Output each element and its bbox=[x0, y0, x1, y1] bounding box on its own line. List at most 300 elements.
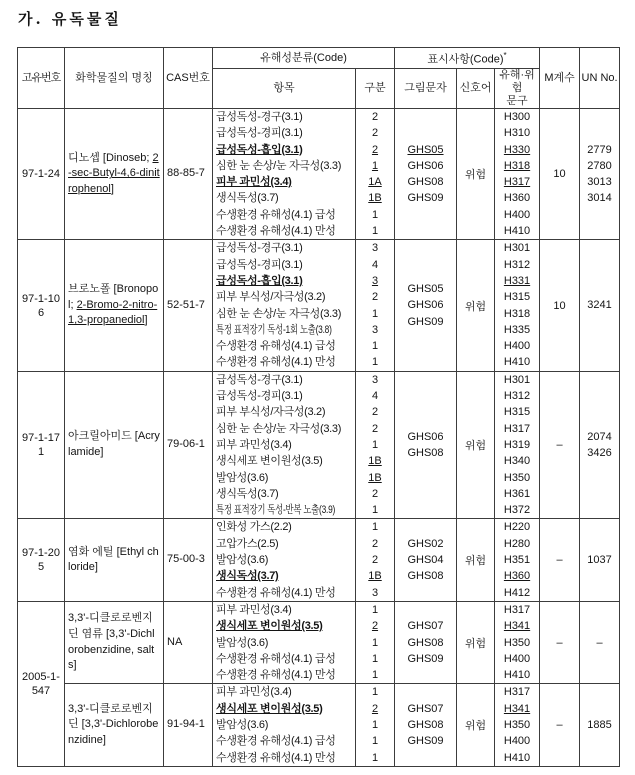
hazard-item bbox=[216, 240, 355, 256]
hazard-item bbox=[216, 552, 355, 568]
category-value bbox=[356, 635, 394, 651]
header-un: UN No. bbox=[580, 48, 620, 109]
hazard-statement-text: H350 bbox=[503, 718, 531, 731]
pictogram-text: GHS08 bbox=[407, 176, 444, 189]
hazard-item-text: 피부 과민성(3.4) bbox=[216, 686, 292, 699]
pictogram-text: GHS08 bbox=[407, 570, 444, 583]
category-value bbox=[356, 207, 394, 223]
pictogram-code bbox=[395, 314, 456, 330]
substance-name bbox=[65, 684, 164, 766]
pictogram-code bbox=[395, 297, 456, 313]
hazard-item-text: 피부 부식성/자극성(3.2) bbox=[216, 406, 326, 419]
hazard-statement-text: H350 bbox=[503, 636, 531, 649]
hazard-statement-text: H318 bbox=[503, 307, 531, 320]
category-text: 1 bbox=[371, 686, 379, 699]
header-statement-line1: 유해·위험 bbox=[499, 69, 535, 94]
hazard-item-text: 특정 표적장기 독성-반복 노출(3.9) bbox=[216, 504, 336, 517]
header-category: 구분 bbox=[356, 69, 395, 109]
category-text: 2 bbox=[371, 291, 379, 304]
category-value bbox=[356, 240, 394, 256]
hazard-statement bbox=[495, 453, 539, 469]
category-text: 1 bbox=[371, 636, 379, 649]
hazard-statement bbox=[495, 306, 539, 322]
hazard-item bbox=[216, 684, 355, 700]
hazard-statement-text: H400 bbox=[503, 735, 531, 748]
pictogram-text: GHS06 bbox=[407, 159, 444, 172]
hazard-statement bbox=[495, 470, 539, 486]
hazard-item bbox=[216, 207, 355, 223]
pictogram-text: GHS02 bbox=[407, 537, 444, 550]
m-factor: – bbox=[540, 684, 580, 766]
hazard-statement bbox=[495, 667, 539, 683]
category-value bbox=[356, 552, 394, 568]
hazard-item-text: 수생환경 유해성(4.1) 만성 bbox=[216, 751, 336, 764]
header-statement bbox=[495, 69, 540, 109]
category-list bbox=[356, 109, 395, 240]
hazard-item bbox=[216, 190, 355, 206]
hazard-item bbox=[216, 158, 355, 174]
hazard-item bbox=[216, 502, 355, 518]
hazard-item bbox=[216, 651, 355, 667]
pictogram-code bbox=[395, 190, 456, 206]
hazard-item-list bbox=[213, 240, 356, 371]
hazard-item-text: 특정 표적장기 독성-1회 노출(3.8) bbox=[216, 323, 332, 336]
un-number: 1037 bbox=[587, 554, 612, 567]
substance-id: 97-1-24 bbox=[18, 109, 65, 240]
category-value bbox=[356, 338, 394, 354]
category-value bbox=[356, 404, 394, 420]
pictogram-text: GHS09 bbox=[407, 652, 444, 665]
header-cas: CAS번호 bbox=[164, 48, 213, 109]
hazard-statement-text: H312 bbox=[503, 390, 531, 403]
hazard-statement-text: H400 bbox=[503, 652, 531, 665]
category-list bbox=[356, 371, 395, 519]
hazard-item bbox=[216, 388, 355, 404]
hazard-statement-text: H319 bbox=[503, 438, 531, 451]
hazard-item-text: 급성독성-흡입(3.1) bbox=[216, 143, 303, 156]
header-m-factor: M계수 bbox=[540, 48, 580, 109]
hazard-statement bbox=[495, 437, 539, 453]
cas-number: 88-85-7 bbox=[164, 109, 213, 240]
header-statement-line2: 문구 bbox=[506, 95, 528, 107]
category-text: 2 bbox=[371, 620, 379, 633]
hazard-statement bbox=[495, 372, 539, 388]
category-value bbox=[356, 585, 394, 601]
un-number: 2074 bbox=[587, 430, 612, 443]
hazard-statement-text: H410 bbox=[503, 356, 531, 369]
hazard-statement bbox=[495, 338, 539, 354]
category-text: 1 bbox=[371, 735, 379, 748]
category-value bbox=[356, 257, 394, 273]
category-text: 3 bbox=[371, 323, 379, 336]
hazard-item-text: 급성독성-경피(3.1) bbox=[216, 390, 303, 403]
signal-word: 위험 bbox=[457, 601, 495, 683]
hazard-statement-text: H301 bbox=[503, 242, 531, 255]
category-value bbox=[356, 437, 394, 453]
hazard-statement-text: H312 bbox=[503, 258, 531, 271]
hazard-statement-text: H315 bbox=[503, 406, 531, 419]
hazard-statement-list bbox=[495, 519, 540, 601]
category-text: 3 bbox=[371, 274, 379, 287]
header-pictogram: 그림문자 bbox=[395, 69, 457, 109]
hazard-statement-text: H341 bbox=[503, 702, 531, 715]
hazard-statement bbox=[495, 701, 539, 717]
hazard-item bbox=[216, 701, 355, 717]
footnote-mark: * bbox=[503, 51, 507, 61]
un-number: – bbox=[596, 636, 603, 649]
hazard-statement-text: H410 bbox=[503, 225, 531, 238]
pictogram-text: GHS05 bbox=[407, 283, 444, 296]
substance-row bbox=[18, 684, 620, 766]
category-value bbox=[356, 322, 394, 338]
hazard-item bbox=[216, 257, 355, 273]
header-labeling-text: 표시사항(Code) bbox=[427, 53, 504, 66]
hazard-statement-text: H318 bbox=[503, 159, 531, 172]
pictogram-code bbox=[395, 281, 456, 297]
substance-row bbox=[18, 601, 620, 683]
pictogram-code bbox=[395, 733, 456, 749]
category-value bbox=[356, 142, 394, 158]
pictogram-text: GHS09 bbox=[407, 315, 444, 328]
pictogram-code bbox=[395, 717, 456, 733]
category-text: 2 bbox=[371, 487, 379, 500]
un-number: 2780 bbox=[587, 159, 612, 172]
hazard-statement bbox=[495, 750, 539, 766]
hazard-item-text: 생식독성(3.7) bbox=[216, 487, 279, 500]
hazard-statement-text: H315 bbox=[503, 291, 531, 304]
hazard-statement bbox=[495, 502, 539, 518]
category-text: 2 bbox=[371, 406, 379, 419]
hazard-statement-text: H341 bbox=[503, 620, 531, 633]
hazard-statement-text: H412 bbox=[503, 586, 531, 599]
category-value bbox=[356, 470, 394, 486]
hazard-statement-text: H351 bbox=[503, 554, 531, 567]
pictogram-code bbox=[395, 158, 456, 174]
substance-row bbox=[18, 109, 620, 240]
hazard-statement bbox=[495, 207, 539, 223]
header-hazard-class: 유해성분류(Code) bbox=[213, 48, 395, 69]
un-number-list bbox=[580, 519, 620, 601]
category-text: 2 bbox=[371, 127, 379, 140]
hazard-statement-list bbox=[495, 109, 540, 240]
hazard-item bbox=[216, 322, 355, 338]
category-value bbox=[356, 684, 394, 700]
substance-id: 97-1-205 bbox=[18, 519, 65, 601]
category-value bbox=[356, 273, 394, 289]
hazard-statement bbox=[495, 568, 539, 584]
pictogram-code bbox=[395, 536, 456, 552]
category-text: 2 bbox=[371, 422, 379, 435]
un-number-list bbox=[580, 109, 620, 240]
substance-row bbox=[18, 240, 620, 371]
substance-row bbox=[18, 371, 620, 519]
category-value bbox=[356, 750, 394, 766]
cas-number: 91-94-1 bbox=[164, 684, 213, 766]
substance-name-text: ] bbox=[110, 182, 114, 195]
category-value bbox=[356, 486, 394, 502]
substance-name-text: 브로노폴 [Bronopol; bbox=[68, 283, 159, 311]
hazard-item bbox=[216, 717, 355, 733]
hazard-statement bbox=[495, 618, 539, 634]
hazard-item bbox=[216, 733, 355, 749]
hazard-item-text: 피부 과민성(3.4) bbox=[216, 603, 292, 616]
category-value bbox=[356, 701, 394, 717]
hazard-item-list bbox=[213, 109, 356, 240]
substance-id: 97-1-171 bbox=[18, 371, 65, 519]
un-number: 2779 bbox=[587, 143, 612, 156]
hazard-statement-text: H400 bbox=[503, 340, 531, 353]
hazard-statement-text: H317 bbox=[503, 686, 531, 699]
m-factor: – bbox=[540, 601, 580, 683]
hazard-item-text: 인화성 가스(2.2) bbox=[216, 521, 292, 534]
category-value bbox=[356, 289, 394, 305]
hazard-item-text: 생식독성(3.7) bbox=[216, 570, 279, 583]
pictogram-text: GHS04 bbox=[407, 554, 444, 567]
hazard-statement bbox=[495, 289, 539, 305]
signal-word: 위험 bbox=[457, 684, 495, 766]
pictogram-code bbox=[395, 552, 456, 568]
un-number: 3241 bbox=[587, 299, 612, 312]
hazard-item bbox=[216, 602, 355, 618]
un-number-list bbox=[580, 240, 620, 371]
hazard-item-text: 생식독성(3.7) bbox=[216, 192, 279, 205]
hazard-statement-text: H361 bbox=[503, 487, 531, 500]
hazard-item-text: 피부 과민성(3.4) bbox=[216, 176, 292, 189]
category-text: 1 bbox=[371, 438, 379, 451]
category-text: 1 bbox=[371, 603, 379, 616]
substance-name bbox=[65, 371, 164, 519]
hazard-item bbox=[216, 750, 355, 766]
hazard-item-text: 심한 눈 손상/눈 자극성(3.3) bbox=[216, 422, 342, 435]
hazard-item bbox=[216, 404, 355, 420]
category-text: 1A bbox=[368, 176, 382, 189]
pictogram-text: GHS08 bbox=[407, 718, 444, 731]
hazard-item-text: 급성독성-경피(3.1) bbox=[216, 258, 303, 271]
hazard-item bbox=[216, 372, 355, 388]
pictogram-text: GHS09 bbox=[407, 735, 444, 748]
un-number: 3014 bbox=[587, 192, 612, 205]
category-text: 3 bbox=[371, 373, 379, 386]
pictogram-code bbox=[395, 618, 456, 634]
category-value bbox=[356, 158, 394, 174]
substance-name bbox=[65, 109, 164, 240]
substance-row bbox=[18, 519, 620, 601]
hazard-statement bbox=[495, 257, 539, 273]
pictogram-list bbox=[395, 240, 457, 371]
hazard-item bbox=[216, 437, 355, 453]
substance-name-text: ] bbox=[144, 314, 148, 327]
hazard-statement-text: H340 bbox=[503, 455, 531, 468]
hazard-item bbox=[216, 306, 355, 322]
hazard-statement bbox=[495, 125, 539, 141]
hazard-item-text: 수생환경 유해성(4.1) 만성 bbox=[216, 356, 336, 369]
hazard-item bbox=[216, 519, 355, 535]
hazard-statement bbox=[495, 223, 539, 239]
hazard-statement-text: H410 bbox=[503, 669, 531, 682]
pictogram-text: GHS07 bbox=[407, 702, 444, 715]
category-value bbox=[356, 372, 394, 388]
category-value bbox=[356, 354, 394, 370]
hazard-item-list bbox=[213, 601, 356, 683]
category-text: 3 bbox=[371, 242, 379, 255]
hazard-statement-text: H317 bbox=[503, 603, 531, 616]
hazard-statement-text: H360 bbox=[503, 192, 531, 205]
hazard-statement-text: H410 bbox=[503, 751, 531, 764]
un-number-list bbox=[580, 601, 620, 683]
category-text: 1B bbox=[368, 570, 382, 583]
category-value bbox=[356, 717, 394, 733]
pictogram-text: GHS06 bbox=[407, 299, 444, 312]
hazard-item-text: 생식세포 변이원성(3.5) bbox=[216, 702, 323, 715]
hazard-statement bbox=[495, 585, 539, 601]
hazard-statement bbox=[495, 602, 539, 618]
category-value bbox=[356, 306, 394, 322]
category-value bbox=[356, 651, 394, 667]
pictogram-list bbox=[395, 601, 457, 683]
hazard-statement bbox=[495, 158, 539, 174]
un-number-list bbox=[580, 371, 620, 519]
hazard-statement-text: H301 bbox=[503, 373, 531, 386]
hazard-item-text: 급성독성-경구(3.1) bbox=[216, 373, 303, 386]
hazard-statement-text: H372 bbox=[503, 504, 531, 517]
un-number: 3426 bbox=[587, 447, 612, 460]
category-list bbox=[356, 601, 395, 683]
hazard-item bbox=[216, 568, 355, 584]
pictogram-code bbox=[395, 635, 456, 651]
hazard-statement bbox=[495, 190, 539, 206]
hazard-item-text: 수생환경 유해성(4.1) 만성 bbox=[216, 586, 336, 599]
hazard-item-text: 수생환경 유해성(4.1) 급성 bbox=[216, 735, 336, 748]
hazard-item-text: 수생환경 유해성(4.1) 만성 bbox=[216, 669, 336, 682]
pictogram-code bbox=[395, 568, 456, 584]
pictogram-list bbox=[395, 519, 457, 601]
substance-name bbox=[65, 601, 164, 683]
category-text: 1 bbox=[371, 159, 379, 172]
hazard-statement bbox=[495, 552, 539, 568]
category-value bbox=[356, 519, 394, 535]
pictogram-code bbox=[395, 651, 456, 667]
category-text: 2 bbox=[371, 111, 379, 123]
hazard-statement-list bbox=[495, 684, 540, 766]
hazard-statement-text: H330 bbox=[503, 143, 531, 156]
hazard-item bbox=[216, 354, 355, 370]
hazard-item bbox=[216, 338, 355, 354]
hazard-item-text: 심한 눈 손상/눈 자극성(3.3) bbox=[216, 307, 342, 320]
category-value bbox=[356, 733, 394, 749]
header-name: 화학물질의 명칭 bbox=[65, 48, 164, 109]
pictogram-list bbox=[395, 684, 457, 766]
hazard-item bbox=[216, 667, 355, 683]
pictogram-code bbox=[395, 445, 456, 461]
un-number: 1885 bbox=[587, 718, 612, 731]
hazard-item-list bbox=[213, 519, 356, 601]
pictogram-text: GHS07 bbox=[407, 620, 444, 633]
substance-name-underlined: 2-Bromo-2-nitro-1,3-propanediol bbox=[68, 298, 158, 327]
category-value bbox=[356, 568, 394, 584]
hazard-statement-text: H400 bbox=[503, 208, 531, 221]
hazard-statement bbox=[495, 109, 539, 125]
category-text: 2 bbox=[371, 554, 379, 567]
table-body bbox=[18, 109, 620, 767]
hazard-item-list bbox=[213, 371, 356, 519]
category-value bbox=[356, 502, 394, 518]
category-text: 1 bbox=[371, 718, 379, 731]
substances-table bbox=[17, 47, 620, 767]
category-value bbox=[356, 109, 394, 125]
hazard-statement-text: H331 bbox=[503, 274, 531, 287]
hazard-statement-text: H360 bbox=[503, 570, 531, 583]
hazard-item-text: 수생환경 유해성(4.1) 급성 bbox=[216, 652, 336, 665]
pictogram-code bbox=[395, 142, 456, 158]
pictogram-list bbox=[395, 109, 457, 240]
category-list bbox=[356, 684, 395, 766]
category-value bbox=[356, 453, 394, 469]
pictogram-code bbox=[395, 174, 456, 190]
m-factor: 10 bbox=[540, 109, 580, 240]
hazard-statement bbox=[495, 388, 539, 404]
substance-id: 2005-1-547 bbox=[18, 601, 65, 766]
substance-name-text: 염화 에틸 [Ethyl chloride] bbox=[68, 545, 159, 574]
hazard-item bbox=[216, 223, 355, 239]
pictogram-text: GHS09 bbox=[407, 192, 444, 205]
pictogram-list bbox=[395, 371, 457, 519]
category-text: 1 bbox=[371, 307, 379, 320]
hazard-statement-text: H280 bbox=[503, 537, 531, 550]
m-factor: – bbox=[540, 371, 580, 519]
substance-name-text: 디노셉 [Dinoseb; bbox=[68, 151, 153, 164]
hazard-statement bbox=[495, 404, 539, 420]
header-item: 항목 bbox=[213, 69, 356, 109]
category-list bbox=[356, 240, 395, 371]
hazard-statement-text: H350 bbox=[503, 471, 531, 484]
hazard-statement-text: H317 bbox=[503, 422, 531, 435]
hazard-item-text: 급성독성-흡입(3.1) bbox=[216, 274, 303, 287]
hazard-item-text: 생식세포 변이원성(3.5) bbox=[216, 455, 323, 468]
hazard-statement-text: H335 bbox=[503, 323, 531, 336]
hazard-statement-list bbox=[495, 371, 540, 519]
hazard-item bbox=[216, 585, 355, 601]
hazard-item bbox=[216, 618, 355, 634]
header-signal: 신호어 bbox=[457, 69, 495, 109]
table-header bbox=[18, 48, 620, 109]
hazard-item bbox=[216, 486, 355, 502]
substance-name-underlined: 2-sec-Butyl-4,6-dinitrophenol bbox=[68, 151, 160, 195]
category-text: 1 bbox=[371, 208, 379, 221]
hazard-statement bbox=[495, 421, 539, 437]
un-number: 3013 bbox=[587, 176, 612, 189]
hazard-item-text: 심한 눈 손상/눈 자극성(3.3) bbox=[216, 159, 342, 172]
hazard-item bbox=[216, 142, 355, 158]
hazard-item bbox=[216, 289, 355, 305]
pictogram-text: GHS05 bbox=[407, 143, 444, 156]
category-value bbox=[356, 388, 394, 404]
hazard-item-text: 피부 과민성(3.4) bbox=[216, 438, 292, 451]
category-text: 1B bbox=[368, 455, 382, 468]
m-factor: 10 bbox=[540, 240, 580, 371]
hazard-item-text: 발암성(3.6) bbox=[216, 554, 269, 567]
category-text: 1 bbox=[371, 521, 379, 534]
category-text: 1 bbox=[371, 356, 379, 369]
substance-name-text: 아크릴아미드 [Acrylamide] bbox=[68, 430, 160, 459]
hazard-item bbox=[216, 635, 355, 651]
category-text: 1 bbox=[371, 669, 379, 682]
category-value bbox=[356, 190, 394, 206]
signal-word: 위험 bbox=[457, 240, 495, 371]
category-text: 2 bbox=[371, 537, 379, 550]
cas-number: 79-06-1 bbox=[164, 371, 213, 519]
substance-name-text: 3,3'-디클로로벤지딘 [3,3'-Dichlorobenzidine] bbox=[68, 702, 159, 746]
hazard-item-text: 고압가스(2.5) bbox=[216, 537, 279, 550]
